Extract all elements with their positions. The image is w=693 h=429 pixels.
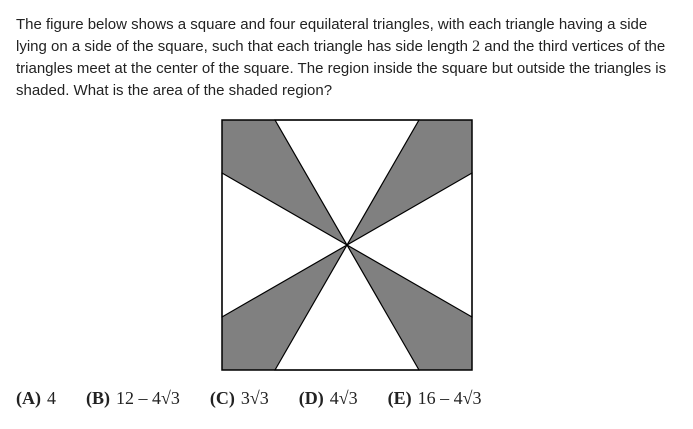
side-length-value: 2	[472, 38, 481, 55]
choice-a-label: (A)	[16, 388, 41, 408]
choice-b-label: (B)	[86, 388, 110, 408]
problem-text-part1: The figure below shows a square and four equilateral triangles, with each triangle having a side lying on a side of the square, such that each triangle has side length	[16, 16, 648, 55]
choice-c-label: (C)	[209, 388, 235, 408]
choice-e[interactable]	[388, 388, 482, 409]
choice-a[interactable]	[16, 388, 56, 409]
choice-c[interactable]	[210, 388, 269, 409]
choice-b-value: 12 – 4√3	[116, 388, 180, 408]
problem-text-part2: and the third vertices of the triangles meet at the center of the square. The region inside the square but outside the triangles is shaded. What is the area of the shaded region?	[16, 38, 667, 99]
choice-d-value: 4√3	[329, 388, 358, 408]
problem-statement	[16, 14, 676, 102]
choice-b[interactable]	[86, 388, 180, 409]
choice-a-value: 4	[47, 388, 56, 408]
answer-choices	[16, 388, 482, 409]
choice-c-value: 3√3	[240, 388, 269, 408]
choice-d[interactable]	[299, 388, 358, 409]
choice-e-value: 16 – 4√3	[417, 388, 482, 408]
figure-svg	[221, 119, 473, 371]
choice-e-label: (E)	[387, 388, 412, 408]
square-triangles-figure	[221, 119, 473, 371]
choice-d-label: (D)	[298, 388, 324, 408]
